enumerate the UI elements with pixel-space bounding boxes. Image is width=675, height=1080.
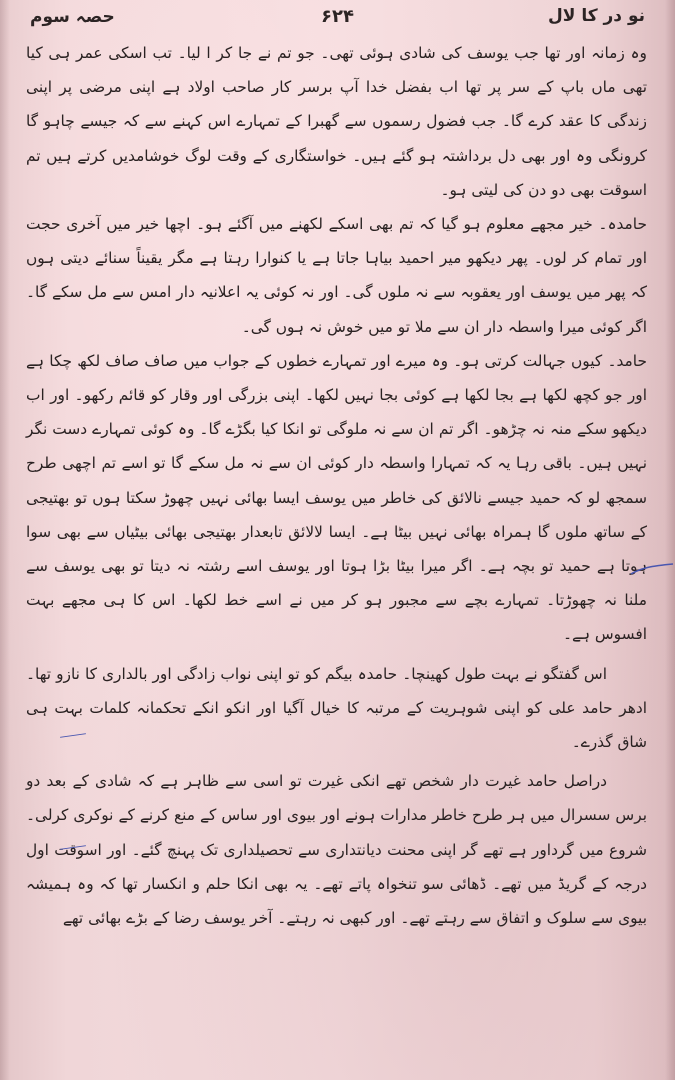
paragraph-4: اس گفتگو نے بہت طول کھینچا۔ حامدہ بیگم کو تو اپنی نواب زادگی اور بالداری کا نازو تھا۔ ادھر حامد علی کو اپنی شوہریت کے مرتبہ کا خیال آگیا اور انکو انکے تحکمانہ کلمات بہت ہی شاق گذرے۔ [26,664,647,752]
page-edge-left [0,0,10,1080]
paragraph-5: دراصل حامد غیرت دار شخص تھے انکی غیرت تو اسی سے ظاہر ہے کہ شادی کے بعد دو برس سسرال میں ہر طرح خاطر مدارات ہونے اور بیوی اور ساس کے منع کرنے کے نوکری کرلی۔ شروع میں گرداور ہے تھے گر اپنی محنت دیانتداری سے تحصیلداری تک پہنچ گئے۔ اور اسوقت اول درجہ کے گریڈ میں تھے۔ ڈھائی سو تنخواہ پاتے تھے۔ یہ بھی انکا حلم و انکسار تھا کہ وہ ہمیشہ بیوی سے سلوک و اتفاق سے رہتے تھے۔ اور کبھی نہ رہتے۔ آخر یوسف رضا کے بڑے بھائی تھے [26,772,647,928]
book-title: نو در کا لال [548,6,645,26]
part-label: حصہ سوم [30,7,115,27]
body-text [26,36,647,935]
margin-pen-mark [629,560,675,584]
page-edge-right [665,0,675,1080]
page-header [30,4,645,34]
paragraph-2: حامدہ۔ خیر مجھے معلوم ہو گیا کہ تم بھی اسکے لکھنے میں آگئے ہو۔ اچھا خیر میں آخری حجت اور تمام کر لوں۔ پھر دیکھو میر احمید بیاہا جاتا ہے یا کنوارا رہتا ہے مگر یقیناً سنائے دیتی ہوں کہ پھر میں یوسف اور یعقوبہ سے نہ ملوں گی۔ اور نہ کوئی یہ اعلانیہ دار امس سے مل سکے گا۔ اگر کوئی میرا واسطہ دار ان سے ملا تو میں خوش نہ ہوں گی۔ [26,215,647,336]
page-number: ۶۲۴ [321,6,354,27]
paragraph-3: حامد۔ کیوں جہالت کرتی ہو۔ وہ میرے اور تمہارے خطوں کے جواب میں صاف صاف لکھ چکا ہے اور جو کچھ لکھا ہے بجا لکھا ہے کوئی بجا نہیں لکھا۔ اپنی بزرگی اور وقار کو قائم رکھو۔ اور اب دیکھو سکے منہ نہ چڑھو۔ اگر تم ان سے نہ ملوگی تو انکا کیا بگڑے گا۔ وہ کوئی تمہارے دست نگر نہیں ہیں۔ باقی رہا یہ کہ تمہارا واسطہ دار کوئی ان سے نہ مل سکے گا تو اسے تم اچھی طرح سمجھ لو کہ حمید جیسے نالائق کی خاطر میں یوسف ایسا بھائی نہیں چھوڑ سکتا ہوں تو بھتیجی کے ساتھ ملوں گا ہمراہ بھائی نہیں بیٹا ہے۔ ایسا لالائق تابعدار بھتیجی بھائی بیٹیاں سے بھی سوا ہوتا ہے حمید تو بچہ ہے۔ اگر میرا بیٹا بڑا ہوتا اور یوسف اسے رشتہ نہ دیتا تو بھی یوسف سے ملنا نہ چھوڑتا۔ تمہارے بچے سے مجبور ہو کر میں نے اسے خط لکھا۔ اس کا ہی مجھے بہت افسوس ہے۔ [26,351,647,644]
paragraph-1: وہ زمانہ اور تھا جب یوسف کی شادی ہوئی تھی۔ جو تم نے جا کر ا لیا۔ تب اسکی عمر ہی کیا تھی ماں باپ کے سر پر تھا اب بفضل خدا آپ برسر کار صاحب اولاد ہے اپنی مرضی پر اپنی زندگی کا عقد کرے گا۔ جب فضول رسموں سے گھبرا کے تمہارے اس کہنے سے کہ جیسے چاہو گا کرونگی وہ اور بھی دل برداشتہ ہو گئے ہیں۔ خواستگاری کے وقت لوگ خوشامدیں کرتے ہیں تم اسوقت بھی دو دن کی لیتی ہو۔ [26,44,647,199]
